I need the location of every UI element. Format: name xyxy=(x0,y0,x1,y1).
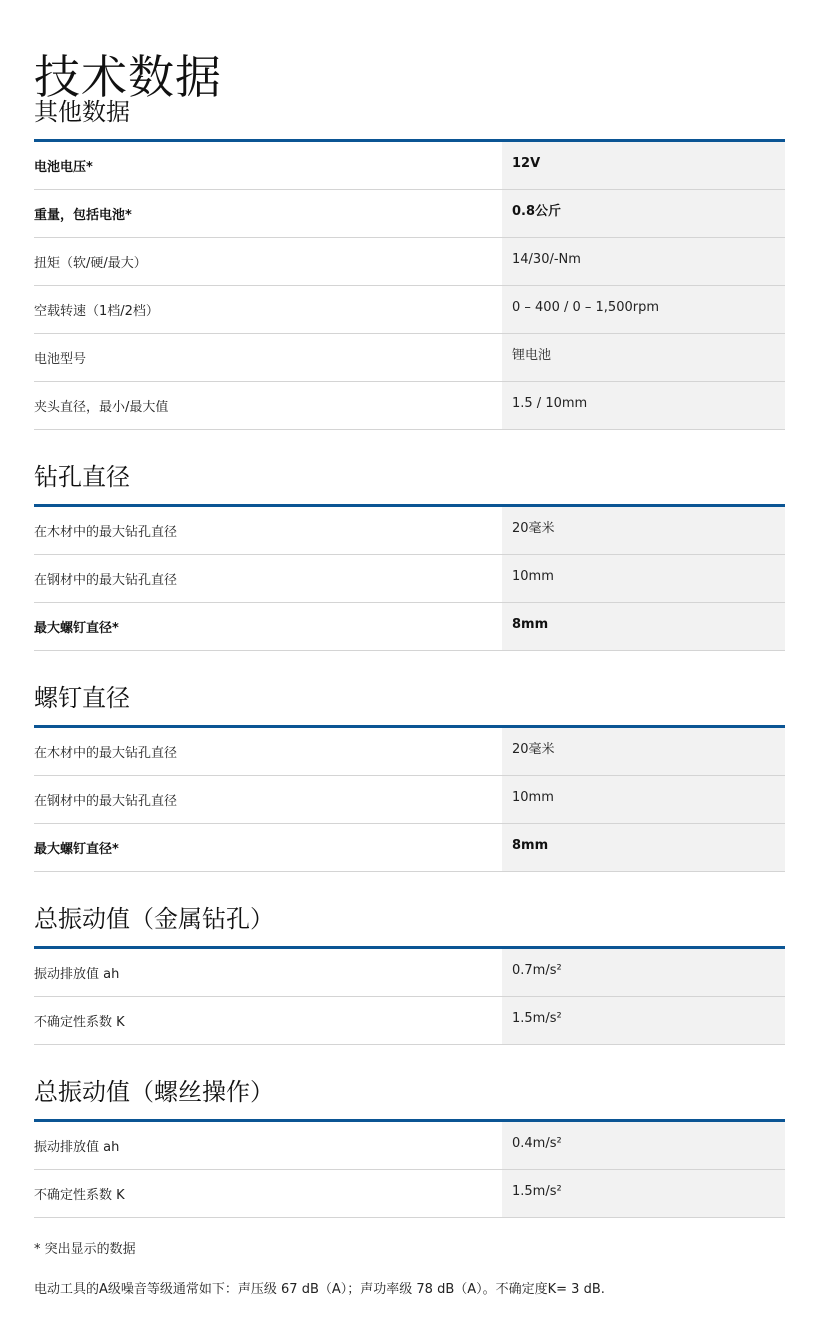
spec-value-cell xyxy=(502,190,785,237)
spec-label: 振动排放值 ah xyxy=(34,967,120,982)
spec-label: 空载转速（1档/2档） xyxy=(34,304,159,319)
spec-value-cell xyxy=(502,824,785,871)
spec-value-cell xyxy=(502,949,785,996)
spec-row xyxy=(34,1170,785,1218)
spec-row xyxy=(34,824,785,872)
spec-value: 1.5 / 10mm xyxy=(512,396,588,411)
section-title: 钻孔直径 xyxy=(34,463,130,491)
section-title: 螺钉直径 xyxy=(34,684,130,712)
page-title: 技术数据 xyxy=(34,49,222,104)
spec-value: 8mm xyxy=(512,617,549,632)
spec-row xyxy=(34,776,785,824)
spec-value: 1.5m/s² xyxy=(512,1011,562,1026)
spec-label: 电池电压* xyxy=(34,160,93,175)
spec-label: 重量，包括电池* xyxy=(34,208,132,223)
spec-value-cell xyxy=(502,997,785,1044)
spec-value: 10mm xyxy=(512,790,554,805)
section-screw-diameter xyxy=(34,683,785,872)
spec-row xyxy=(34,949,785,997)
section-vibration-metal-drilling xyxy=(34,904,785,1045)
spec-label: 在钢材中的最大钻孔直径 xyxy=(34,794,178,809)
spec-label: 最大螺钉直径* xyxy=(34,621,119,636)
spec-row xyxy=(34,286,785,334)
spec-value-cell xyxy=(502,776,785,823)
spec-value: 0.8公斤 xyxy=(512,204,562,219)
spec-row xyxy=(34,555,785,603)
spec-value: 14/30/-Nm xyxy=(512,252,581,267)
spec-label: 在钢材中的最大钻孔直径 xyxy=(34,573,178,588)
spec-value-cell xyxy=(502,603,785,650)
highlight-footnote: * 突出显示的数据 xyxy=(34,1242,136,1257)
spec-row xyxy=(34,142,785,190)
section-other-data xyxy=(34,97,785,430)
spec-value-cell xyxy=(502,555,785,602)
spec-value-cell xyxy=(502,334,785,381)
spec-label: 在木材中的最大钻孔直径 xyxy=(34,525,178,540)
section-drilling-diameter xyxy=(34,462,785,651)
spec-row xyxy=(34,603,785,651)
spec-label: 不确定性系数 K xyxy=(34,1188,125,1203)
section-title: 总振动值（螺丝操作） xyxy=(34,1078,274,1106)
section-title: 总振动值（金属钻孔） xyxy=(34,905,274,933)
spec-label: 扭矩（软/硬/最大） xyxy=(34,256,147,271)
spec-row xyxy=(34,997,785,1045)
spec-row xyxy=(34,238,785,286)
spec-value: 12V xyxy=(512,156,541,171)
spec-label: 不确定性系数 K xyxy=(34,1015,125,1030)
spec-value-cell xyxy=(502,286,785,333)
spec-value: 锂电池 xyxy=(512,348,552,363)
spec-value: 1.5m/s² xyxy=(512,1184,562,1199)
spec-label: 电池型号 xyxy=(34,352,87,367)
spec-value: 0.7m/s² xyxy=(512,963,562,978)
spec-label: 夹头直径，最小/最大值 xyxy=(34,400,169,415)
spec-row xyxy=(34,507,785,555)
spec-value: 0 – 400 / 0 – 1,500rpm xyxy=(512,300,660,315)
spec-value: 20毫米 xyxy=(512,521,555,536)
spec-value-cell xyxy=(502,1170,785,1217)
spec-label: 最大螺钉直径* xyxy=(34,842,119,857)
spec-value-cell xyxy=(502,1122,785,1169)
spec-value: 20毫米 xyxy=(512,742,555,757)
spec-row xyxy=(34,382,785,430)
spec-value-cell xyxy=(502,728,785,775)
spec-label: 在木材中的最大钻孔直径 xyxy=(34,746,178,761)
section-vibration-screwdriving xyxy=(34,1077,785,1218)
spec-value: 8mm xyxy=(512,838,549,853)
spec-row xyxy=(34,190,785,238)
section-title: 其他数据 xyxy=(34,98,130,126)
spec-row xyxy=(34,728,785,776)
spec-value: 10mm xyxy=(512,569,554,584)
spec-value-cell xyxy=(502,142,785,189)
spec-value: 0.4m/s² xyxy=(512,1136,562,1151)
noise-footnote: 电动工具的A级噪音等级通常如下：声压级 67 dB（A）；声功率级 78 dB（A）。不确定度K= 3 dB. xyxy=(34,1282,605,1297)
spec-value-cell xyxy=(502,238,785,285)
spec-value-cell xyxy=(502,507,785,554)
spec-value-cell xyxy=(502,382,785,429)
spec-row xyxy=(34,1122,785,1170)
spec-row xyxy=(34,334,785,382)
spec-label: 振动排放值 ah xyxy=(34,1140,120,1155)
